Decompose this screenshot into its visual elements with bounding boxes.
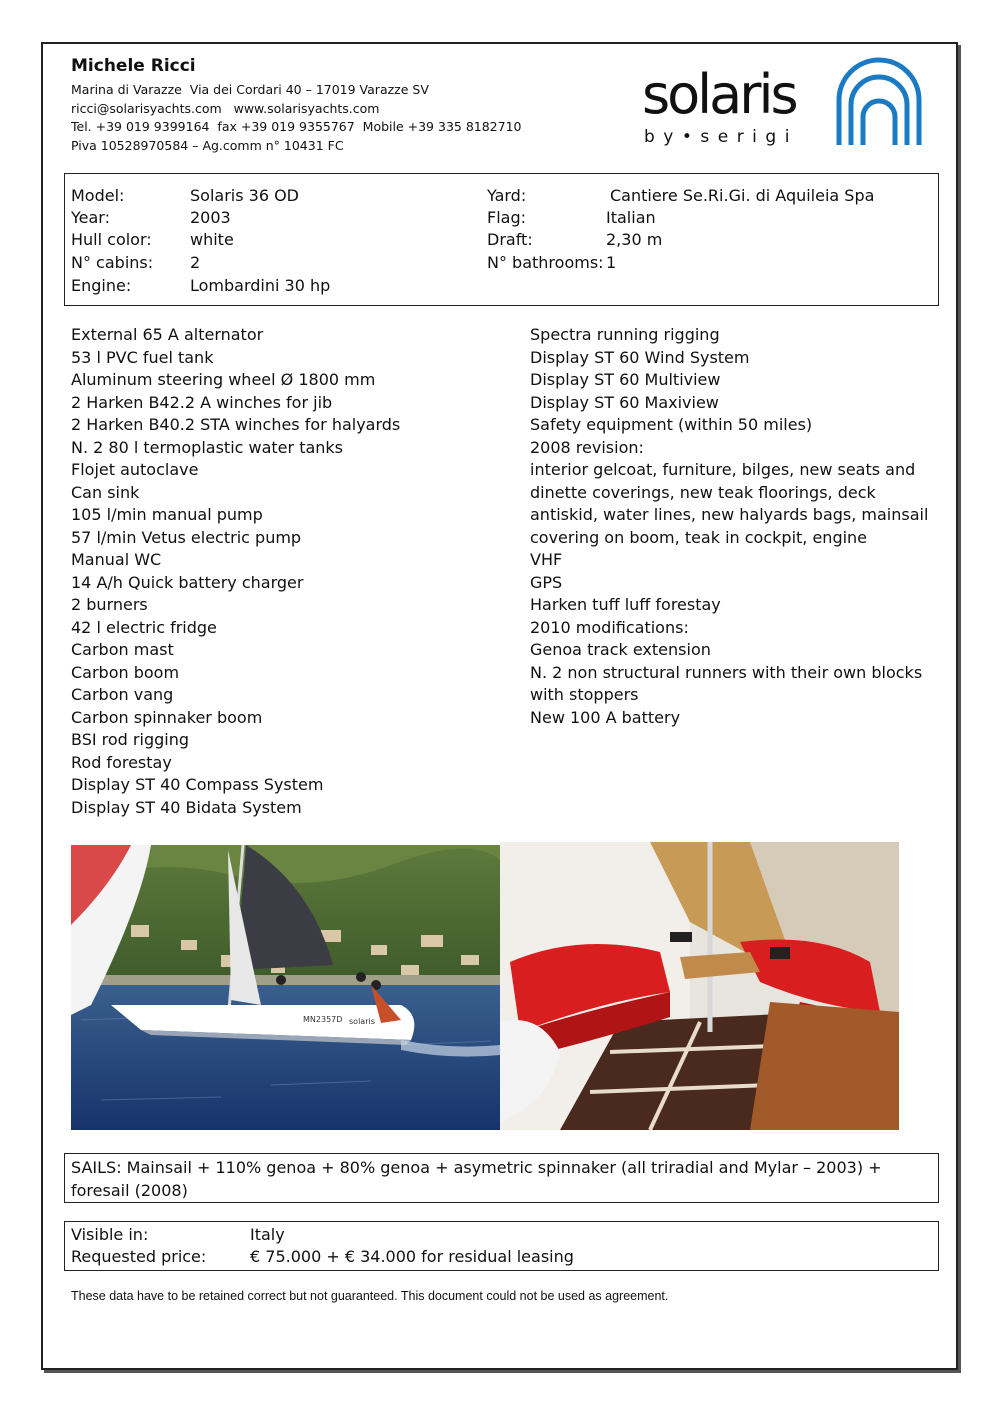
sails-box <box>64 1153 939 1203</box>
price-value: € 75.000 + € 34.000 for residual leasing <box>250 1247 574 1266</box>
specs-box: Model: Solaris 36 OD Year: 2003 Hull color: white N° cabins: 2 Engine: Lombardini 30 hp Yard: Cantiere Se.Ri.Gi. di Aquileia Spa Flag: Italian Draft: 2,30 m N° bathrooms: 1 <box>64 173 939 306</box>
list-item: 105 l/min manual pump <box>71 505 263 524</box>
list-item: N. 2 80 l termoplastic water tanks <box>71 437 344 457</box>
list-item: Rod forestay <box>71 752 172 772</box>
list-item: Display ST 40 Compass System <box>71 775 324 794</box>
contact-phones: Tel. +39 019 9399164 fax +39 019 9355767 Mobile +39 335 8182710 <box>71 119 522 134</box>
visible-label: Visible in: <box>71 1225 149 1244</box>
list-item: 2010 modifications: <box>530 617 689 637</box>
list-item: Genoa track extension <box>530 640 711 659</box>
list-item: Display ST 60 Maxiview <box>530 392 719 412</box>
list-item: antiskid, water lines, new halyards bags, mainsail <box>530 505 929 524</box>
list-item: 2 Harken B40.2 STA winches for halyards <box>71 415 401 434</box>
list-item: GPS <box>530 572 563 592</box>
arches-icon <box>834 55 924 150</box>
list-item: VHF <box>530 550 563 569</box>
sail-number: MN2357D <box>303 1015 343 1024</box>
list-item: Flojet autoclave <box>71 460 199 479</box>
hull-brand: solaris <box>349 1017 375 1026</box>
price-box <box>64 1221 939 1271</box>
list-item: Carbon vang <box>71 685 174 704</box>
solaris-logo <box>640 55 930 155</box>
equipment-list-left <box>71 324 400 819</box>
list-item: 14 A/h Quick battery charger <box>71 572 304 592</box>
sails-text: SAILS: Mainsail + 110% genoa + 80% genoa + asymetric spinnaker (all triradial and Mylar – 2003) + foresail (2008) <box>71 1158 882 1200</box>
disclaimer: These data have to be retained correct but not guaranteed. This document could not be used as agreement. <box>71 1289 669 1303</box>
requested-price-row <box>71 1247 574 1266</box>
list-item: 2 Harken B42.2 A winches for jib <box>71 392 333 412</box>
sailboat-image <box>71 845 500 1130</box>
contact-name: Michele Ricci <box>71 56 196 76</box>
list-item: Carbon boom <box>71 662 180 682</box>
list-item: Display ST 60 Wind System <box>530 347 750 367</box>
list-item: with stoppers <box>530 685 639 704</box>
contact-vat: Piva 10528970584 – Ag.comm n° 10431 FC <box>71 137 344 153</box>
contact-block <box>71 56 522 155</box>
list-item: 57 l/min Vetus electric pump <box>71 527 302 547</box>
list-item: covering on boom, teak in cockpit, engine <box>530 527 868 547</box>
list-item: 2 burners <box>71 595 148 614</box>
contact-web: ricci@solarisyachts.com www.solarisyachts.com <box>71 100 380 116</box>
list-item: 42 l electric fridge <box>71 617 217 637</box>
list-item: N. 2 non structural runners with their own blocks <box>530 662 923 682</box>
list-item: External 65 A alternator <box>71 325 264 344</box>
interior-photo <box>500 842 899 1130</box>
logo-word: solaris <box>642 63 796 126</box>
list-item: Can sink <box>71 482 140 502</box>
list-item: Display ST 40 Bidata System <box>71 797 302 817</box>
list-item: Display ST 60 Multiview <box>530 370 721 389</box>
visible-in-row <box>71 1225 285 1244</box>
interior-image <box>500 842 899 1130</box>
list-item: interior gelcoat, furniture, bilges, new seats and <box>530 460 916 479</box>
list-item: dinette coverings, new teak floorings, deck <box>530 482 876 502</box>
list-item: BSI rod rigging <box>71 730 189 749</box>
price-label: Requested price: <box>71 1247 207 1266</box>
list-item: Spectra running rigging <box>530 325 720 344</box>
visible-value: Italy <box>250 1225 285 1244</box>
logo-subtitle: by•serigi <box>644 127 798 147</box>
list-item: Harken tuff luff forestay <box>530 595 721 614</box>
sailboat-photo <box>71 845 500 1130</box>
list-item: Carbon mast <box>71 640 174 659</box>
list-item: Manual WC <box>71 550 162 569</box>
list-item: Carbon spinnaker boom <box>71 707 263 727</box>
equipment-list-right <box>530 324 928 729</box>
list-item: 53 l PVC fuel tank <box>71 347 214 367</box>
list-item: Safety equipment (within 50 miles) <box>530 415 813 434</box>
list-item: Aluminum steering wheel Ø 1800 mm <box>71 370 376 389</box>
list-item: New 100 A battery <box>530 707 681 727</box>
list-item: 2008 revision: <box>530 437 644 457</box>
contact-address: Marina di Varazze Via dei Cordari 40 – 17019 Varazze SV <box>71 82 429 97</box>
